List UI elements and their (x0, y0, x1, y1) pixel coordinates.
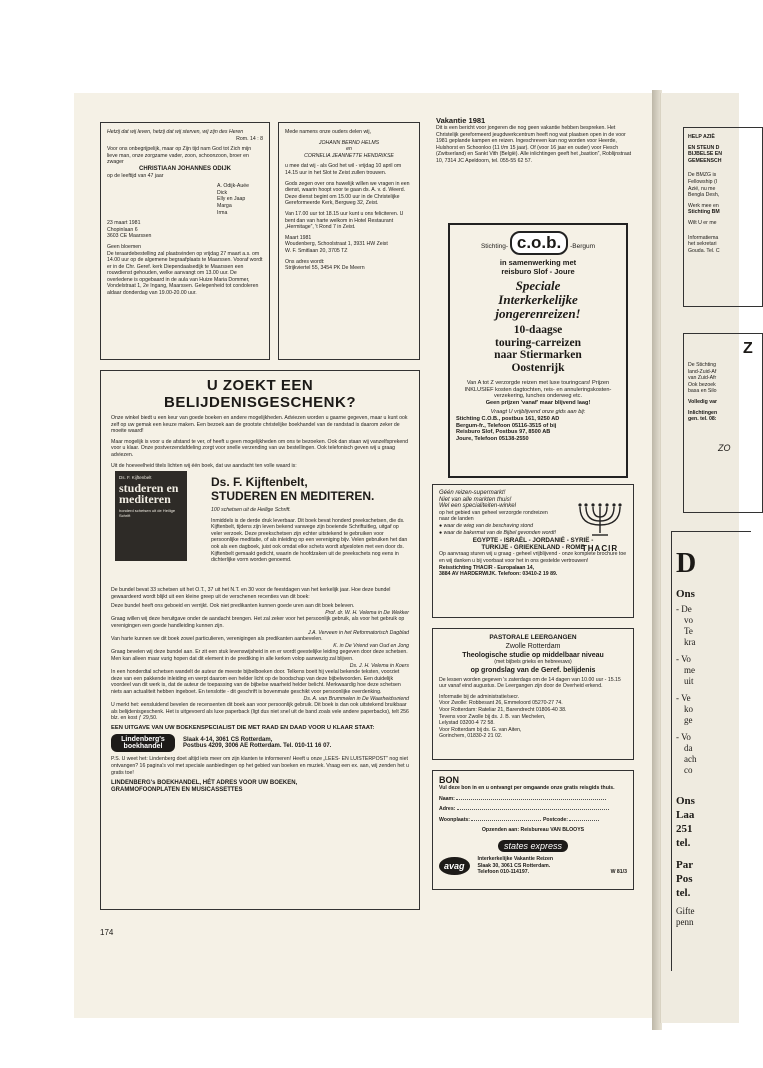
text: tel. (676, 887, 691, 899)
text: me (684, 665, 695, 675)
vakantie-article (436, 116, 636, 165)
family-member: A. Odijk-Auée (217, 183, 250, 190)
text: reisburo Slof - Joure (501, 267, 575, 276)
text: Ds. F. Kijftenbelt (119, 475, 152, 480)
page-number: 174 (100, 928, 114, 937)
text: De lessen worden gegeven 's zaterdags om de 14 dagen van 10.00 uur - 15.15 uur vanaf eind augustus. De Leergangen zijn door de Overheid erkend. (439, 676, 621, 690)
text: PASTORALE LEERGANGEN (489, 634, 577, 641)
destinations: TURKIJE - GRIEKENLAND - ROME (481, 543, 585, 551)
wedding-notice (278, 122, 420, 360)
coupon-code: W 81/3 (610, 869, 627, 876)
review-source: K. in De Vriend van Oud en Jong (333, 642, 409, 649)
text: Z (743, 340, 753, 357)
text: De Stichting (688, 362, 716, 368)
ad-right-bottom (671, 531, 751, 971)
ad-help-azie (683, 127, 763, 307)
review-source: J.A. Verveen in het Reformatorisch Dagblad (307, 629, 409, 636)
text: Te (684, 626, 693, 636)
bible-quote: Hetzij dat wij leven, hetzij dat wij sterven, wij zijn des Heren (107, 129, 244, 135)
text: ach (684, 754, 697, 764)
family-member: Irma (217, 209, 228, 216)
book-subtitle: 100 schetsen uit de Heilige Schrift. (211, 507, 291, 513)
ad-headline: U ZOEKT EEN BELIJDENISGESCHENK? (163, 377, 357, 411)
text: Gifte (676, 906, 695, 916)
text: op grondslag van de Geref. belijdenis (470, 666, 596, 674)
wedding-text: Van 17.00 uur tot 18.15 uur kunt u ons feliciteren. U bent dan van harte welkom in Hotel Restaurant „Hermitage”, 't Rond 7 in Zeist. (285, 210, 404, 231)
headline: jongerenreizen! (495, 306, 581, 321)
text: HELP AZIË (688, 134, 715, 140)
wedding-address: W. F. Smitlaan 20, 3705 TZ (285, 247, 348, 254)
text: Van A tot Z verzorgde reizen met luxe touringcars! Prijzen INKLUSIEF kosten dagtochten, reis- en annuleringskosten-verzekering, lunches onderweg etc. (464, 380, 612, 400)
text: Voor Zwolle: Robbesant 26, Emmeloord 05270-27 74. (439, 700, 563, 707)
menorah-icon (575, 499, 625, 539)
text: EEN UITGAVE VAN UW BOEKENSPECIALIST DIE MET RAAD EN DAAD VOOR U KLAAR STAAT: (111, 724, 375, 731)
review-source: Prof. dr. W. H. Velema in De Wekker (325, 609, 409, 616)
and-word: en (346, 146, 352, 153)
coupon-bon (432, 770, 634, 890)
cob-logo: c.o.b. (510, 231, 568, 255)
new-address-label: Ons adres wordt: (285, 258, 325, 265)
text: Adres: (439, 806, 456, 813)
text: Stichting C.O.B., postbus 161, 9250 AD (456, 415, 560, 422)
text: EN STEUN D (688, 144, 720, 151)
send-to (439, 827, 627, 834)
ad-zuid-afrika (683, 333, 763, 513)
text: Telefoon 010-114197. (477, 869, 530, 876)
obituary-city: 3603 CE Maarssen (107, 233, 152, 240)
text: op het gebied van geheel verzorgde rondreizen naar de landen (439, 509, 548, 523)
text: Bergum-fr., Telefoon 05116-3515 of bij (456, 422, 557, 429)
text: -Bergum (570, 243, 596, 250)
postscript: P.S. U weet het: Lindenberg doet altijd iets meer om zijn klanten te informeren! Heeft u onze „LEES- EN LUISTERPOST” nog niet ontvangen? 16 pagina's vol met speciale aanbiedingen op het gebied van boeken en muziek. Vraag een ex. aan, wij zenden het u gratis toe! (111, 756, 409, 776)
ad-belijdenisgeschenk (100, 370, 420, 910)
family-member: Dick (217, 189, 228, 196)
text: Pos (676, 873, 693, 885)
bride-name: CORNELIA JEANNETTE HENDRIKSE (304, 152, 394, 159)
text: Maar mogelijk is voor u de afstand te ver, of heeft u geen mogelijkheden om ons te bezoeken. Ook dan staan wij vanzelfsprekend voor u klaar. Onze postverzendafdeling zorgt voor snelle verzending van uw bestellingen. Ook telefonisch geven wij u graag adviezen. (111, 438, 409, 458)
review-quote: In een honderdtal schetsen wandelt de auteur de meeste bijbelboeken door. Telkens boeit hij veelal bekende teksten, voorziet deze van een pakkende inleiding en werpt daarom een helder licht op de boodschap van deze bijbelwoorden. Een duidelijk voordeel van dit werk is, dat de auteur de toepassing van de bijbelse waarheid helder belicht. Merkwaardig hoe deze schetsen niets aan actualiteit hebben ingeboet. En tenslotte - dit geschrift is bovenmate geschikt voor persoonlijke overdenking. (111, 669, 401, 695)
text: Voor Rotterdam: Rateliar 21, Barendrecht 01806-40 38. (439, 706, 567, 713)
text: Interkerkelijke Vakantie Reizen (477, 855, 554, 862)
review-source: Ds. A. van Brummelen in De Waarheidsvriend (303, 695, 409, 702)
text: Naam: (439, 795, 455, 802)
text: Stichting BM (688, 209, 720, 216)
review-source: Ds. J. H. Velema in Koers (349, 662, 409, 669)
text: Tevens voor Zwolle bij ds. J. B. van Mechelen, (439, 713, 546, 720)
text: Opzenden aan: Reisbureau (481, 827, 549, 834)
ad-pastorale-leergangen (432, 628, 634, 760)
text: ge (684, 715, 693, 725)
avag-logo: avag (439, 857, 470, 875)
wedding-date: Maart 1981 (285, 234, 312, 241)
family-member: Marga (217, 202, 232, 209)
headline: Oostenrijk (511, 361, 565, 374)
headline: Speciale (515, 278, 561, 293)
name-field[interactable] (439, 796, 627, 803)
text: Op aanvraag sturen wij u graag - geheel vrijblijvend - onze komplete brochure toe en wij danken u bij voorbaat voor het in ons gestelde vertrouwen! (439, 551, 627, 564)
text: Informatie bij de administratie/secr. (439, 693, 520, 700)
obituary-odijk (100, 122, 270, 360)
text: - Ve (676, 693, 691, 703)
text: penn (676, 917, 694, 927)
text: Lelystad 03200-4 72 58. (439, 720, 495, 727)
text: Bengla Desh, (688, 192, 720, 199)
text: co (684, 765, 693, 775)
text: Slaak 30, 3061 CS Rotterdam. (477, 862, 551, 869)
thacir-brand: THACIR (581, 544, 619, 553)
deceased-name: CHRISTIAAN JOHANNES ODIJK (138, 165, 231, 172)
text: BIJBELSE EN (688, 151, 723, 158)
menorah-logo (575, 499, 625, 553)
book-cover (115, 471, 187, 561)
review-quote: Van harte kunnen we dit boek zowel particulieren, verenigingen als predikanten aanbevelen. (111, 636, 323, 643)
shop-address: Postbus 4209, 3006 AE Rotterdam. Tel. 010-11 16 07. (183, 743, 332, 750)
text: Vraagt U vrijblijvend onze gids aan bij: (490, 409, 586, 416)
text: land-Zuid-Af (688, 368, 717, 375)
text: Ook bezoek (688, 381, 716, 388)
text: D (676, 548, 697, 579)
text: Theologische studie op middelbaar niveau (462, 652, 604, 659)
text: - Vo (676, 732, 691, 742)
no-flowers-note: Geen bloemen (107, 243, 142, 250)
wedding-text: u mee dat wij - als God het wil - vrijdag 10 april om 14.15 uur in het Slot te Zeist zullen trouwen. (285, 163, 402, 176)
right-page (660, 93, 753, 1023)
review-quote: Graag bevelen wij deze bundel aan. Er zit een stuk levenswijsheid in en er wordt geestelijke leiding gegeven door deze schetsen. Men kan alleen maar vurig hopen dat dit element in de prediking in alle kerken volop aanwezig zal blijven. (111, 649, 408, 662)
funeral-details: De teraardebestelling zal plaatsvinden op vrijdag 27 maart a.s. om 14.00 uur op de algemene begraafplaats te Maarssen. Vooraf wordt er in de Chr. Geref. kerk Diependaalsedijk te Maarssen een rouwdienst gehouden, welke aanvangt om 13.00 uur. De overledene is opgebaard in de aula van Huize Maria Dommer, Vondelstraat 1, 2e Ingang, Maarssen. Gelegenheid tot condoleren aldaar donderdag van 19.00-20.00 uur. (107, 250, 263, 297)
text: Niet van alle markten thuis! (439, 496, 512, 503)
lindenberg-logo: Lindenberg's boekhandel (111, 734, 175, 752)
bible-reference: Rom. 14 : 8 (236, 135, 263, 142)
text: tel. (676, 837, 691, 849)
address-field[interactable] (439, 806, 627, 813)
text: ZO (718, 442, 731, 453)
bullet-item: ● waar de wieg van de beschaving stond (439, 522, 533, 529)
text: uit (684, 676, 694, 686)
text: Onze winkel biedt u een keur van goede boeken en andere mogelijkheden. Adviezen worden u gaarne gegeven, maar u kunt ook zelf op uw gemak een keuze maken. Een bezoek aan de grootste christelijke boekhandel van de randstad is daarom zeker de moeite waard! (111, 415, 408, 435)
text: Gouda. Tel. C (688, 247, 720, 254)
text: Wel een specialiteiten-winkel (439, 503, 516, 510)
groom-name: JOHANN BERND HELMS (318, 139, 380, 146)
vakantie-body: Dit is een bericht voor jongeren die nog geen vakantie hebben bespreken. Het Christelijk gereformeerd jeugdwerkcentrum heeft nog wat plaatsen open in de voor 1981 geplande kampen en reizen. Ingeschreven kan nog worden voor Heerde, Hulshorst en Schoonloo (11 t/m 15 jaar). Of (voor 16 jaar en ouder) voor Fiesch (Zwitserland) en Sankt Vith (België). Alle inlichtingen geeft het „bastion”, Roblijnstraat 10, 7314 JC Apeldoorn, tel. 055-55 62 57. (436, 125, 632, 164)
text: Azië, nu me (688, 185, 716, 192)
wedding-address: Woudenberg, Schoolstraat 1, 3931 HW Zeist (285, 241, 388, 248)
text: Gorinchem, 01830-2 21 02. (439, 733, 503, 740)
text: Reisstichting THACIR - Europalaan 14, (439, 564, 535, 571)
review-quote: Deze bundel heeft ons geboeid en verrijkt. Ook niet predikanten kunnen goede uren aan dit boek beleven. (111, 603, 355, 610)
text: Ons (676, 795, 695, 807)
wedding-text: Gods zegen over ons huwelijk willen we vragen in een dienst, waarin hoopt voor te gaan ds. A. v. d. Weerd. Deze dienst begint om 15.00 uur in de Christelijke Gereformeerde Kerk, Bergweg 32, Zeist. (285, 180, 410, 207)
text: BON (439, 775, 459, 785)
headline: naar Stiermarken (494, 349, 582, 361)
text: vo (684, 615, 693, 625)
text: Joure, Telefoon 05138-2550 (456, 435, 529, 442)
text: ko (684, 704, 693, 714)
review-quote: Graag willen wij deze heruitgave onder de aandacht brengen. Het zal zeker voor het persoonlijk gebruik, als voor het gebruik op verenigingen een goede handleiding kunnen zijn. (111, 616, 405, 629)
text: honderd schetsen uit de Heilige Schrift (119, 508, 176, 518)
text: GEMEENSCH (688, 157, 722, 164)
text: waar de wieg van de beschaving stond (443, 522, 533, 529)
text: gen. tel. 08: (688, 416, 717, 423)
vakantie-title: Vakantie 1981 (436, 116, 486, 125)
book-description: Inmiddels is de derde druk leverbaar. Dit boek bevat honderd preekschetsen, die ds. Kijftenbelt, tijdens zijn leven bekend vanwege zijn boeiende Schriftuitleg, uitgaf op veler verzoek. Deze preekschetsen zijn echter uitstekend te gebruiken voor persoonlijke meditatie, of als inleiding op een vereniging bijv. Velen gebruiken het dan ook als een dagboek, juist ook omdat elke schets wordt afgesloten met een door ds. Kijftenbelt gemaakt gedicht, waarin de hoofdzaken uit de preekschets nog eens in dichterlijke vorm worden genoemd. (211, 517, 408, 564)
book-author: Ds. F. Kijftenbelt, (211, 475, 308, 489)
text: Informatiema (688, 234, 719, 241)
text: Fellowship (I (688, 178, 718, 185)
text: waar de bakermat van de Bijbel gevonden wordt! (443, 529, 557, 536)
text: 3884 AV HARDERWIJK. Telefoon: 03410-2 19 89. (439, 571, 558, 578)
wedding-intro: Mede namens onze ouders delen wij, (285, 129, 371, 135)
shop-address: Slaak 4-14, 3061 CS Rotterdam, (183, 736, 273, 743)
text: Volledig var (688, 398, 718, 405)
family-member: Elly en Jaap (217, 196, 246, 203)
text: Stichting- (480, 243, 509, 250)
text: het sekretari (688, 241, 717, 248)
text: studeren en mediteren (119, 481, 179, 506)
obituary-date: 23 maart 1981 (107, 220, 141, 227)
footer-line: GRAMMOFOONPLATEN EN MUSICASSETTES (111, 786, 243, 793)
city-field[interactable] (439, 817, 627, 824)
text: De BMZG is (688, 172, 717, 179)
text: basa en Silo (688, 388, 717, 395)
text: De bundel bevat 33 schetsen uit het O.T., 37 uit het N.T. en 30 voor de feestdagen van het kerkelijk jaar. Hoe deze bundel gewaardeerd wordt blijkt uit een kleine greep uit de verschenen recenties van dit boek: (111, 587, 391, 600)
new-address: Strijkviertel 55, 3454 PK De Meern (285, 265, 365, 272)
text: Vul deze bon in en u ontvangt per omgaande onze gratis reisgids thuis. (439, 785, 615, 791)
destinations: EGYPTE - ISRAËL - JORDANIË - SYRIË - (472, 537, 594, 545)
text: Geen prijzen 'vanaf' maar blijvend laag! (485, 399, 591, 406)
text: Werk mee en (688, 202, 719, 209)
bullet-item: ● waar de bakermat van de Bijbel gevonden wordt! (439, 529, 557, 536)
text: Géén reizen-supermarkt! (439, 490, 506, 496)
text: kra (684, 637, 696, 647)
headline: touring-carreizen (494, 336, 581, 349)
text: in samenwerking met (499, 258, 577, 267)
text: U merkt het: eensluidend bevelen de recensenten dit boek aan voor persoonlijk gebruik. Dit boek is dan ook uitstekend bruikbaar als belijdenisgeschenk. Het is uitgevoerd als luxe paperback (ligt dus niet snel uit de band zoals vele andere paperbacks), telt 256 blz. en kost ƒ 29,50. (111, 702, 409, 722)
text: Ons (676, 588, 695, 600)
footer-line: LINDENBERG's BOEKHANDEL, HÉT ADRES VOOR UW BOEKEN, (111, 780, 298, 787)
text: Zwolle Rotterdam (505, 643, 561, 650)
deceased-age: op de leeftijd van 47 jaar (107, 172, 164, 179)
text: (met bijbels grieks en hebreeuws) (494, 659, 572, 665)
text: Reisburo Slof, Postbus 97, 8500 AB (456, 429, 551, 436)
text: 251 (676, 823, 693, 835)
text: Wilt U er me (688, 219, 717, 226)
book-title: STUDEREN EN MEDITEREN. (211, 489, 375, 503)
text: Inlichtingen (688, 409, 718, 416)
text: Laa (676, 809, 695, 821)
headline: 10-daagse (513, 324, 563, 336)
headline: Interkerkelijke (498, 292, 578, 307)
text: Par (676, 859, 694, 871)
text: Uit de hoeveelheid titels lichten wij één boek, dat uw aandacht ten volle waard is: (111, 462, 297, 469)
obituary-intro: Voor ons onbegrijpelijk, maar op Zijn tijd nam God tot Zich mijn lieve man, onze zorgzame vader, zoon, schoonzoon, broer en zwager (107, 146, 252, 166)
ad-thacir (432, 484, 634, 618)
text: VAN BLOOYS (550, 827, 585, 834)
states-express-logo: states express (498, 840, 568, 852)
text: van Zuid-Afr (688, 375, 717, 382)
text: Postcode: (542, 816, 569, 823)
text: da (684, 743, 693, 753)
ad-cob-reizen (448, 223, 628, 478)
text: Woonplaats: (439, 816, 471, 823)
text: - Vo (676, 654, 691, 664)
text: - De (676, 604, 692, 614)
text: Voor Rotterdam bij ds. G. van Aiten, (439, 726, 522, 733)
obituary-street: Chopinlaan 6 (107, 226, 138, 233)
